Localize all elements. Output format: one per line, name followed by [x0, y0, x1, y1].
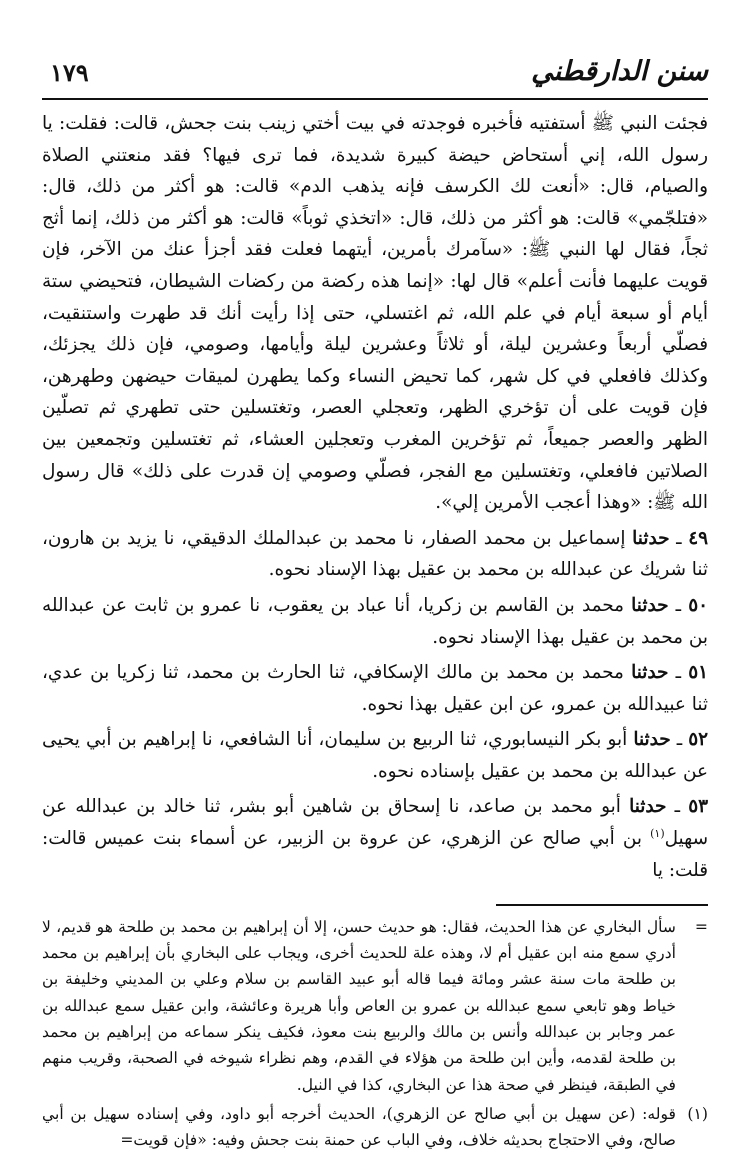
hadith-number: ٤٩ — [688, 527, 708, 549]
dash: ـ — [669, 527, 682, 549]
hadith-prefix: حدثنا — [631, 662, 669, 684]
hadith-text: أبو محمد بن صاعد، نا إسحاق بن شاهين أبو بشر، ثنا خالد بن عبدالله عن سهيل — [42, 796, 708, 850]
hadith-52 — [42, 724, 708, 787]
footnote-marker: = — [694, 917, 708, 936]
footnote-1 — [42, 1101, 708, 1153]
hadith-text-continued: بن أبي صالح عن الزهري، عن عروة بن الزبير، عن أسماء بنت عميس قالت: قلت: يا — [42, 828, 708, 881]
hadith-prefix: حدثنا — [631, 594, 669, 616]
dash: ـ — [666, 796, 680, 818]
book-title: سنن الدارقطني — [531, 56, 708, 87]
hadith-prefix: حدثنا — [633, 729, 671, 751]
hadith-number: ٥٠ — [688, 594, 708, 616]
footnote-marker: (١) — [687, 1104, 708, 1123]
page-number: ١٧٩ — [50, 58, 89, 87]
hadith-number: ٥١ — [688, 662, 708, 684]
footnote-reference[interactable]: (١) — [650, 826, 665, 840]
dash: ـ — [668, 594, 682, 616]
footnote-text: قوله: (عن سهيل بن أبي صالح عن الزهري)، الحديث أخرجه أبو داود، وفي إسناده سهيل بن أبي صالح، وفي الاحتجاج بحديثه خلاف، وفي الباب عن حمنة بنت جحش وفيه: «فإن قويت= — [42, 1104, 676, 1150]
page-header — [42, 52, 708, 100]
dash: ـ — [668, 662, 682, 684]
opening-paragraph: فجئت النبي ﷺ أستفتيه فأخبره فوجدته في بيت أختي زينب بنت جحش، قالت: فقلت: يا رسول الله، إني أستحاض حيضة كبيرة شديدة، فما ترى فيها؟ فقد منعتني الصلاة والصيام، قال: «أنعت لك الكرسف فإنه يذهب الدم» قالت: هو أكثر من ذلك، قال: «فتلجّمي» قالت: هو أكثر من ذلك، قال: «اتخذي ثوباً» قالت: هو أكثر من ذلك، إنما أثج ثجاً، فقال لها النبي ﷺ: «سآمرك بأمرين، أيتهما فعلت فقد أجزأ عنك من الآخر، فإن قويت عليهما فأنت أعلم» قال لها: «إنما هذه ركضة من ركضات الشيطان، فتحيضي ستة أيام أو سبعة أيام في علم الله، ثم اغتسلي، حتى إذا رأيت أنك قد طهرت واستنقيت، فصلّي أربعاً وعشرين ليلة، أو ثلاثاً وعشرين ليلة وأيامها، وصومي، فإن ذلك يجزئك، وكذلك فافعلي في كل شهر، كما تحيض النساء وكما يطهرن لميقات حيضهن وطهرهن، فإن قويت على أن تؤخري الظهر، وتعجلي العصر، وتغتسلين حتى تطهري ثم تصلّين الظهر والعصر جميعاً، ثم تؤخرين المغرب وتعجلين العشاء، ثم تغتسلين وتجمعين بين الصلاتين فافعلي، وتغتسلين مع الفجر، فصلّي وصومي إن قدرت على ذلك» قال رسول الله ﷺ: «وهذا أعجب الأمرين إلي». — [42, 113, 708, 514]
hadith-number: ٥٣ — [688, 796, 708, 818]
hadith-53 — [42, 791, 708, 886]
hadith-text: أبو بكر النيسابوري، ثنا الربيع بن سليمان، أنا الشافعي، نا إبراهيم بن أبي يحيى عن عبدالله بن محمد بن عقيل بإسناده نحوه. — [42, 729, 708, 782]
footnote-continued — [42, 914, 708, 1098]
dash: ـ — [670, 729, 683, 751]
footnote-text: سأل البخاري عن هذا الحديث، فقال: هو حديث حسن، إلا أن إبراهيم بن محمد بن طلحة هو قديم، لا أدري سمع منه ابن عقيل أم لا، وهذه علة للحديث أخرى، ويجاب على البخاري بأن إبراهيم بن محمد بن طلحة مات سنة عشر ومائة فيما قاله أبو عبيد القاسم بن سلام وعلي بن المديني وخليفة بن خياط وهو تابعي سمع عبدالله بن عمرو بن العاص وأبا هريرة وعائشة، وابن عقيل سمع عبدالله بن عمر وجابر بن عبدالله وأنس بن مالك والربيع بنت معوذ، فكيف ينكر سماعه من إبراهيم بن محمد بن طلحة لقدمه، وأين ابن طلحة من هؤلاء في القدم، وهم نظراء شيوخه في الصحبة، وقريب منهم في الطبقة، فينظر في صحة هذا عن البخاري، كذا في النيل. — [42, 917, 676, 1094]
hadith-text: إسماعيل بن محمد الصفار، نا محمد بن عبدالملك الدقيقي، نا يزيد بن هارون، ثنا شريك عن عبدالله بن محمد بن عقيل بهذا الإسناد نحوه. — [42, 527, 708, 581]
hadith-text: محمد بن محمد بن مالك الإسكافي، ثنا الحارث بن محمد، ثنا زكريا بن عدي، ثنا عبيدالله بن عمرو، عن ابن عقيل بهذا نحوه. — [42, 662, 708, 715]
hadith-prefix: حدثنا — [629, 796, 667, 818]
hadith-50 — [42, 590, 708, 653]
footnote-divider — [496, 904, 708, 906]
main-text — [42, 108, 708, 886]
footnotes — [42, 914, 708, 1153]
hadith-51 — [42, 657, 708, 720]
hadith-number: ٥٢ — [688, 729, 709, 751]
hadith-49 — [42, 523, 708, 586]
hadith-text: محمد بن القاسم بن زكريا، أنا عباد بن يعقوب، نا عمرو بن ثابت عن عبدالله بن محمد بن عقيل بهذا الإسناد نحوه. — [42, 594, 708, 648]
hadith-prefix: حدثنا — [632, 527, 670, 549]
